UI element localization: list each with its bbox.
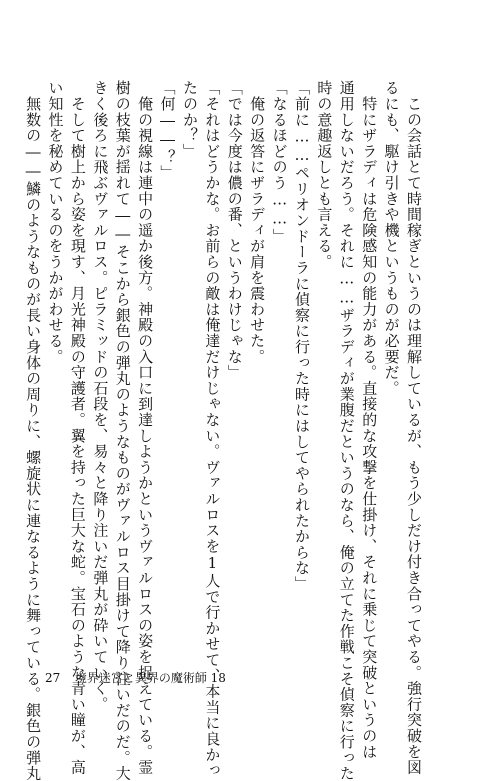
text-line: そして樹上から姿を現す、月光神殿の守護者。翼を持った巨大な蛇。宝石のような青い瞳が、高 bbox=[68, 80, 87, 776]
text-line: たのか？」 bbox=[180, 80, 199, 159]
text-line: 時の意趣返しとも言える。 bbox=[315, 80, 334, 270]
text-line: 「では今度は儂の番、というわけじゃな」 bbox=[225, 80, 244, 381]
text-line: きく後ろに飛ぶヴァルロス。ピラミッドの石段を、易々と降り注いだ弾丸が砕いていく。 bbox=[91, 80, 110, 712]
text-line: この会話とて時間稼ぎというのは理解しているが、もう少しだけ付き合ってやる。強行突破を図 bbox=[405, 80, 423, 776]
text-line: 樹の枝葉が揺れて――そこから銀色の弾丸のようなものがヴァルロス目掛けて降り注いだのだ。大 bbox=[113, 80, 132, 781]
text-line: 通用しないだろう。それに……ザラディが業腹だというのなら、俺の立てた作戦こそ偵察に行った bbox=[337, 80, 356, 781]
book-title: 境界迷宮と異界の魔術師 18 bbox=[74, 671, 226, 685]
text-line: 特にザラディは危険感知の能力がある。直接的な攻撃を仕掛け、それに乗じて突破というのは bbox=[360, 80, 379, 760]
text-line: い知性を秘めているのをうかがわせる。 bbox=[46, 80, 65, 365]
text-line: るにも、駆け引きや機というものが必要だ。 bbox=[382, 80, 401, 396]
text-line: 俺の視線は連中の遥か後方。神殿の入口に到達しようかというヴァルロスの姿を捉えている。霊 bbox=[136, 80, 155, 776]
text-line: 「それはどうかな。お前らの敵は俺達だけじゃない。ヴァルロスを1人で行かせて、本当に良かっ bbox=[203, 80, 222, 779]
text-line: 「前に……ペリオンドーラに偵察に行った時にはしてやられたからな」 bbox=[292, 80, 311, 592]
page-number: 27 bbox=[45, 671, 61, 685]
page-footer bbox=[45, 668, 226, 688]
text-line: 「何――？」 bbox=[158, 80, 177, 181]
text-line: 「なるほどのう……」 bbox=[270, 80, 289, 244]
text-line: 俺の返答にザラディが肩を震わせた。 bbox=[248, 80, 267, 365]
text-line: 無数の――鱗のようなものが長い身体の周りに、螺旋状に連なるように舞っている。銀色の弾丸 bbox=[24, 80, 43, 781]
